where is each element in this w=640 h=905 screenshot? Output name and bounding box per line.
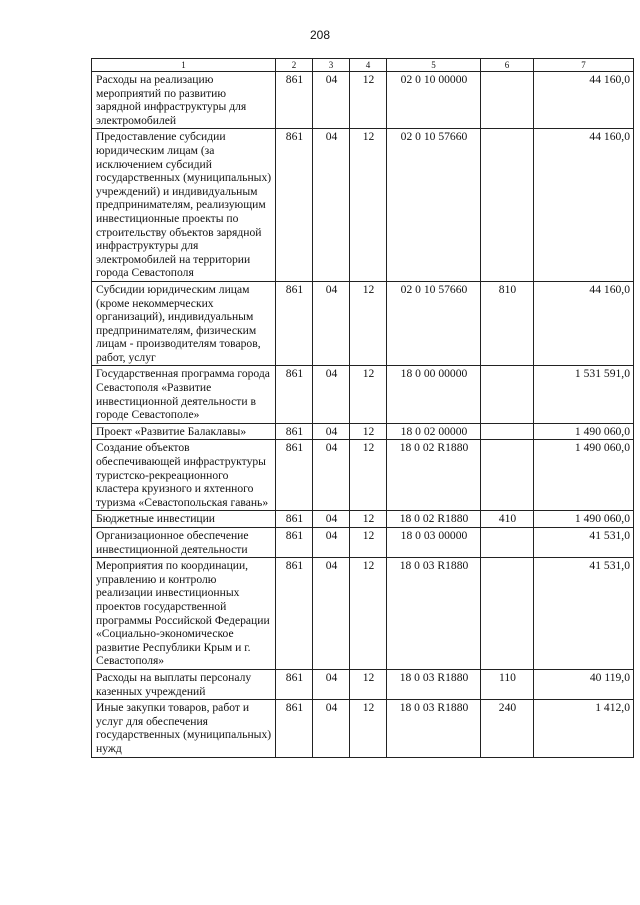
row-target-cell: 18 0 02 R1880 bbox=[387, 440, 481, 511]
row-subsection-cell: 12 bbox=[350, 281, 387, 366]
row-section-cell: 04 bbox=[313, 558, 350, 670]
column-header: 6 bbox=[481, 59, 534, 72]
table-row bbox=[92, 366, 634, 423]
row-name-cell: Государственная программа города Севастополя «Развитие инвестиционной деятельности в городе Севастополе» bbox=[92, 366, 276, 423]
row-code-cell: 861 bbox=[276, 72, 313, 129]
row-code-cell: 861 bbox=[276, 669, 313, 699]
row-name-cell: Иные закупки товаров, работ и услуг для обеспечения государственных (муниципальных) нужд bbox=[92, 700, 276, 757]
row-sum-cell: 41 531,0 bbox=[534, 558, 634, 670]
row-section-cell: 04 bbox=[313, 528, 350, 558]
row-section-cell: 04 bbox=[313, 281, 350, 366]
column-header: 2 bbox=[276, 59, 313, 72]
row-code-cell: 861 bbox=[276, 528, 313, 558]
row-subsection-cell: 12 bbox=[350, 669, 387, 699]
row-subsection-cell: 12 bbox=[350, 129, 387, 282]
row-code-cell: 861 bbox=[276, 423, 313, 440]
row-target-cell: 02 0 10 00000 bbox=[387, 72, 481, 129]
row-name-cell: Расходы на выплаты персоналу казенных учреждений bbox=[92, 669, 276, 699]
row-code-cell: 861 bbox=[276, 440, 313, 511]
row-sum-cell: 1 412,0 bbox=[534, 700, 634, 757]
row-target-cell: 02 0 10 57660 bbox=[387, 129, 481, 282]
row-target-cell: 18 0 03 R1880 bbox=[387, 558, 481, 670]
row-sum-cell: 44 160,0 bbox=[534, 129, 634, 282]
row-sum-cell: 1 490 060,0 bbox=[534, 440, 634, 511]
row-type-cell bbox=[481, 528, 534, 558]
header-row bbox=[92, 59, 634, 72]
row-type-cell bbox=[481, 366, 534, 423]
row-target-cell: 18 0 03 R1880 bbox=[387, 669, 481, 699]
row-target-cell: 02 0 10 57660 bbox=[387, 281, 481, 366]
row-target-cell: 18 0 03 R1880 bbox=[387, 700, 481, 757]
row-type-cell bbox=[481, 129, 534, 282]
row-section-cell: 04 bbox=[313, 72, 350, 129]
row-sum-cell: 44 160,0 bbox=[534, 281, 634, 366]
table-row bbox=[92, 558, 634, 670]
row-name-cell: Предоставление субсидии юридическим лицам (за исключением субсидий государственных (муниципальных) учреждений) и индивидуальным предпринимателям, реализующим инвестиционные проекты по строительству объектов зарядной инфраструктуры для электромобилей на территории города Севастополя bbox=[92, 129, 276, 282]
row-code-cell: 861 bbox=[276, 511, 313, 528]
row-target-cell: 18 0 02 R1880 bbox=[387, 511, 481, 528]
row-subsection-cell: 12 bbox=[350, 700, 387, 757]
row-subsection-cell: 12 bbox=[350, 528, 387, 558]
table-body bbox=[92, 72, 634, 758]
table-row bbox=[92, 281, 634, 366]
table-row bbox=[92, 528, 634, 558]
row-type-cell: 240 bbox=[481, 700, 534, 757]
column-header: 5 bbox=[387, 59, 481, 72]
table-row bbox=[92, 700, 634, 757]
row-sum-cell: 1 490 060,0 bbox=[534, 423, 634, 440]
row-section-cell: 04 bbox=[313, 669, 350, 699]
row-subsection-cell: 12 bbox=[350, 558, 387, 670]
row-name-cell: Создание объектов обеспечивающей инфраструктуры туристско-рекреационного кластера круизного и яхтенного туризма «Севастопольская гавань» bbox=[92, 440, 276, 511]
table-row bbox=[92, 669, 634, 699]
row-section-cell: 04 bbox=[313, 440, 350, 511]
row-sum-cell: 40 119,0 bbox=[534, 669, 634, 699]
row-subsection-cell: 12 bbox=[350, 440, 387, 511]
row-name-cell: Мероприятия по координации, управлению и контролю реализации инвестиционных проектов государственной программы Российской Федерации «Социально-экономическое развитие Республики Крым и г. Севастополя» bbox=[92, 558, 276, 670]
row-sum-cell: 44 160,0 bbox=[534, 72, 634, 129]
row-target-cell: 18 0 03 00000 bbox=[387, 528, 481, 558]
row-target-cell: 18 0 00 00000 bbox=[387, 366, 481, 423]
row-code-cell: 861 bbox=[276, 281, 313, 366]
row-name-cell: Организационное обеспечение инвестиционной деятельности bbox=[92, 528, 276, 558]
row-type-cell bbox=[481, 440, 534, 511]
row-section-cell: 04 bbox=[313, 511, 350, 528]
row-code-cell: 861 bbox=[276, 558, 313, 670]
row-type-cell: 810 bbox=[481, 281, 534, 366]
row-section-cell: 04 bbox=[313, 423, 350, 440]
row-code-cell: 861 bbox=[276, 700, 313, 757]
table-row bbox=[92, 72, 634, 129]
row-subsection-cell: 12 bbox=[350, 366, 387, 423]
row-subsection-cell: 12 bbox=[350, 72, 387, 129]
row-type-cell: 410 bbox=[481, 511, 534, 528]
row-section-cell: 04 bbox=[313, 366, 350, 423]
row-target-cell: 18 0 02 00000 bbox=[387, 423, 481, 440]
row-section-cell: 04 bbox=[313, 700, 350, 757]
row-name-cell: Субсидии юридическим лицам (кроме некоммерческих организаций), индивидуальным предпринимателям, физическим лицам - производителям товаров, работ, услуг bbox=[92, 281, 276, 366]
row-code-cell: 861 bbox=[276, 129, 313, 282]
table-row bbox=[92, 511, 634, 528]
column-header: 7 bbox=[534, 59, 634, 72]
column-header: 3 bbox=[313, 59, 350, 72]
page-number: 208 bbox=[309, 28, 331, 42]
row-section-cell: 04 bbox=[313, 129, 350, 282]
row-name-cell: Расходы на реализацию мероприятий по развитию зарядной инфраструктуры для электромобилей bbox=[92, 72, 276, 129]
row-sum-cell: 1 490 060,0 bbox=[534, 511, 634, 528]
row-sum-cell: 1 531 591,0 bbox=[534, 366, 634, 423]
row-code-cell: 861 bbox=[276, 366, 313, 423]
row-name-cell: Проект «Развитие Балаклавы» bbox=[92, 423, 276, 440]
table-row bbox=[92, 129, 634, 282]
row-type-cell: 110 bbox=[481, 669, 534, 699]
table-row bbox=[92, 423, 634, 440]
table-row bbox=[92, 440, 634, 511]
row-subsection-cell: 12 bbox=[350, 511, 387, 528]
row-type-cell bbox=[481, 72, 534, 129]
column-header: 1 bbox=[92, 59, 276, 72]
row-subsection-cell: 12 bbox=[350, 423, 387, 440]
row-type-cell bbox=[481, 558, 534, 670]
column-header: 4 bbox=[350, 59, 387, 72]
row-type-cell bbox=[481, 423, 534, 440]
row-sum-cell: 41 531,0 bbox=[534, 528, 634, 558]
budget-table bbox=[91, 58, 634, 758]
row-name-cell: Бюджетные инвестиции bbox=[92, 511, 276, 528]
